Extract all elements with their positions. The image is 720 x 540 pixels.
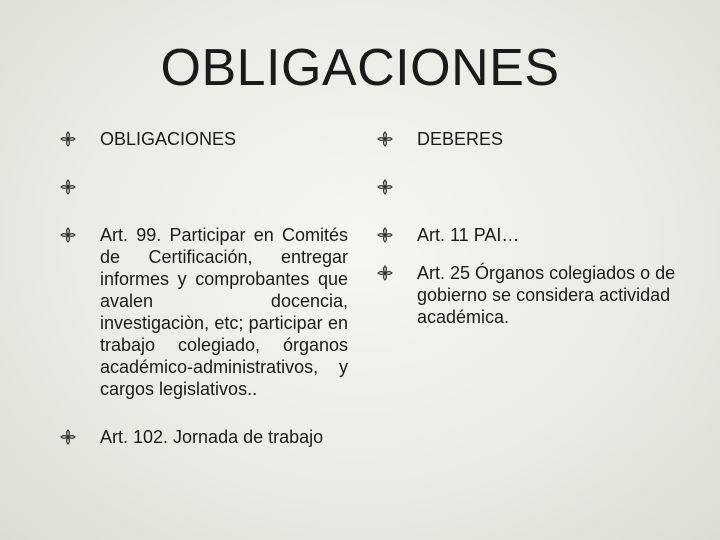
right-column xyxy=(375,128,685,328)
left-item-text: Art. 99. Participar en Comités de Certificación, entregar informes y comprobantes que avalen docencia, investigaciòn, etc; participar en trabajo colegiado, órganos académico-administrativos, y cargos legislativos.. xyxy=(100,225,348,399)
diamond-bullet-icon xyxy=(60,179,78,197)
diamond-bullet-icon xyxy=(377,265,395,283)
left-item-text: OBLIGACIONES xyxy=(100,129,237,149)
left-item-header xyxy=(58,128,348,150)
right-item-text: Art. 11 PAI… xyxy=(417,225,520,245)
diamond-bullet-icon xyxy=(60,429,78,447)
right-item-text: DEBERES xyxy=(417,129,504,149)
diamond-bullet-icon xyxy=(60,131,78,149)
right-item-art25 xyxy=(375,262,685,328)
diamond-bullet-icon xyxy=(60,227,78,245)
diamond-bullet-icon xyxy=(377,179,395,197)
left-item-art99 xyxy=(58,224,348,400)
left-item-art102 xyxy=(58,426,348,448)
left-column xyxy=(58,128,348,448)
right-item-text: Art. 25 Órganos colegiados o de gobierno se considera actividad académica. xyxy=(417,263,676,327)
slide-title: OBLIGACIONES xyxy=(160,39,560,97)
right-item-art11 xyxy=(375,224,685,246)
right-item-empty xyxy=(375,176,685,198)
right-item-header xyxy=(375,128,685,150)
diamond-bullet-icon xyxy=(377,131,395,149)
left-item-empty xyxy=(58,176,348,198)
diamond-bullet-icon xyxy=(377,227,395,245)
left-item-text: Art. 102. Jornada de trabajo xyxy=(100,427,324,447)
